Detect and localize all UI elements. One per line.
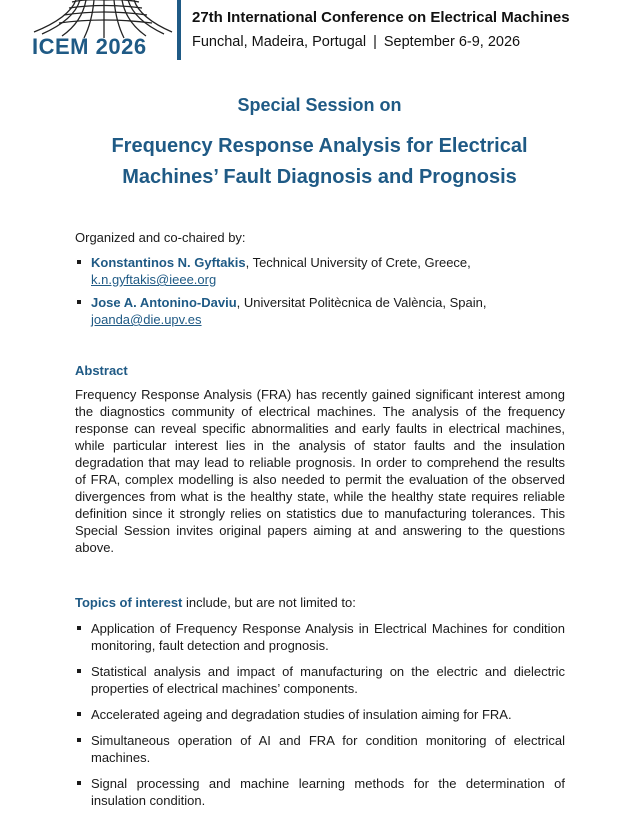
conference-title: 27th International Conference on Electrical Machines <box>192 9 570 26</box>
bullet-icon <box>77 712 81 716</box>
session-title-line2: Machines’ Fault Diagnosis and Prognosis <box>122 166 517 188</box>
header-divider <box>177 0 181 60</box>
bullet-icon <box>77 626 81 630</box>
logo-text: ICEM 2026 <box>32 34 147 59</box>
organizer-email-link[interactable]: joanda@die.upv.es <box>91 312 202 327</box>
topics-lead: Topics of interest <box>75 595 183 610</box>
topics-list <box>75 620 565 818</box>
bullet-icon <box>77 260 81 264</box>
conference-dates: September 6-9, 2026 <box>383 34 521 50</box>
organizer-item <box>75 294 565 328</box>
organizer-affiliation: , Technical University of Crete, Greece, <box>245 255 471 270</box>
conference-header <box>0 0 639 66</box>
icem-logo <box>14 0 174 62</box>
topic-item <box>75 706 565 723</box>
organizer-name: Konstantinos N. Gyftakis <box>91 255 246 270</box>
topic-item <box>75 620 565 654</box>
topic-text: Simultaneous operation of AI and FRA for condition monitoring of electrical machines. <box>91 733 565 765</box>
topic-item <box>75 775 565 809</box>
topics-rest: include, but are not limited to: <box>182 595 356 610</box>
topics-heading <box>75 594 565 611</box>
bullet-icon <box>77 738 81 742</box>
topic-text: Statistical analysis and impact of manufacturing on the electric and dielectric properties of electrical machines’ components. <box>91 664 565 696</box>
topic-text: Signal processing and machine learning methods for the determination of insulation condition. <box>91 776 565 808</box>
abstract-text: Frequency Response Analysis (FRA) has recently gained significant interest among the diagnostics community of electrical machines. The analysis of the frequency response can reveal specific abnormalities and early faults in electrical machines, while particular interest lies in the analysis of stator faults and the insulation degradation that may lead to reliable prognosis. In order to comprehend the results of FRA, complex modelling is also needed to permit the evaluation of the observed divergences from what is the healthy state, while the healthy state requires reliable definition since it strongly relies on statistics due to manufacturing tolerances. This Special Session invites original papers aiming at and answering to the questions above. <box>75 387 565 555</box>
separator: | <box>373 34 377 50</box>
special-session-label: Special Session on <box>237 95 402 115</box>
topic-text: Application of Frequency Response Analysis in Electrical Machines for condition monitoring, fault detection and prognosis. <box>91 621 565 653</box>
session-title <box>0 131 639 193</box>
organizer-item <box>75 254 565 288</box>
conference-location: Funchal, Madeira, Portugal <box>192 34 367 50</box>
organizers-intro: Organized and co-chaired by: <box>75 230 246 245</box>
bullet-icon <box>77 300 81 304</box>
organizers-list <box>75 254 565 334</box>
bullet-icon <box>77 781 81 785</box>
session-title-line1: Frequency Response Analysis for Electrical <box>111 135 528 157</box>
organizer-email-link[interactable]: k.n.gyftakis@ieee.org <box>91 272 217 287</box>
topic-item <box>75 732 565 766</box>
organizer-affiliation: , Universitat Politècnica de València, Spain, <box>236 295 487 310</box>
conference-subtitle <box>192 34 520 50</box>
topic-item <box>75 663 565 697</box>
bullet-icon <box>77 669 81 673</box>
organizer-name: Jose A. Antonino-Daviu <box>91 295 237 310</box>
abstract-heading: Abstract <box>75 363 128 378</box>
topic-text: Accelerated ageing and degradation studies of insulation aiming for FRA. <box>91 707 512 722</box>
